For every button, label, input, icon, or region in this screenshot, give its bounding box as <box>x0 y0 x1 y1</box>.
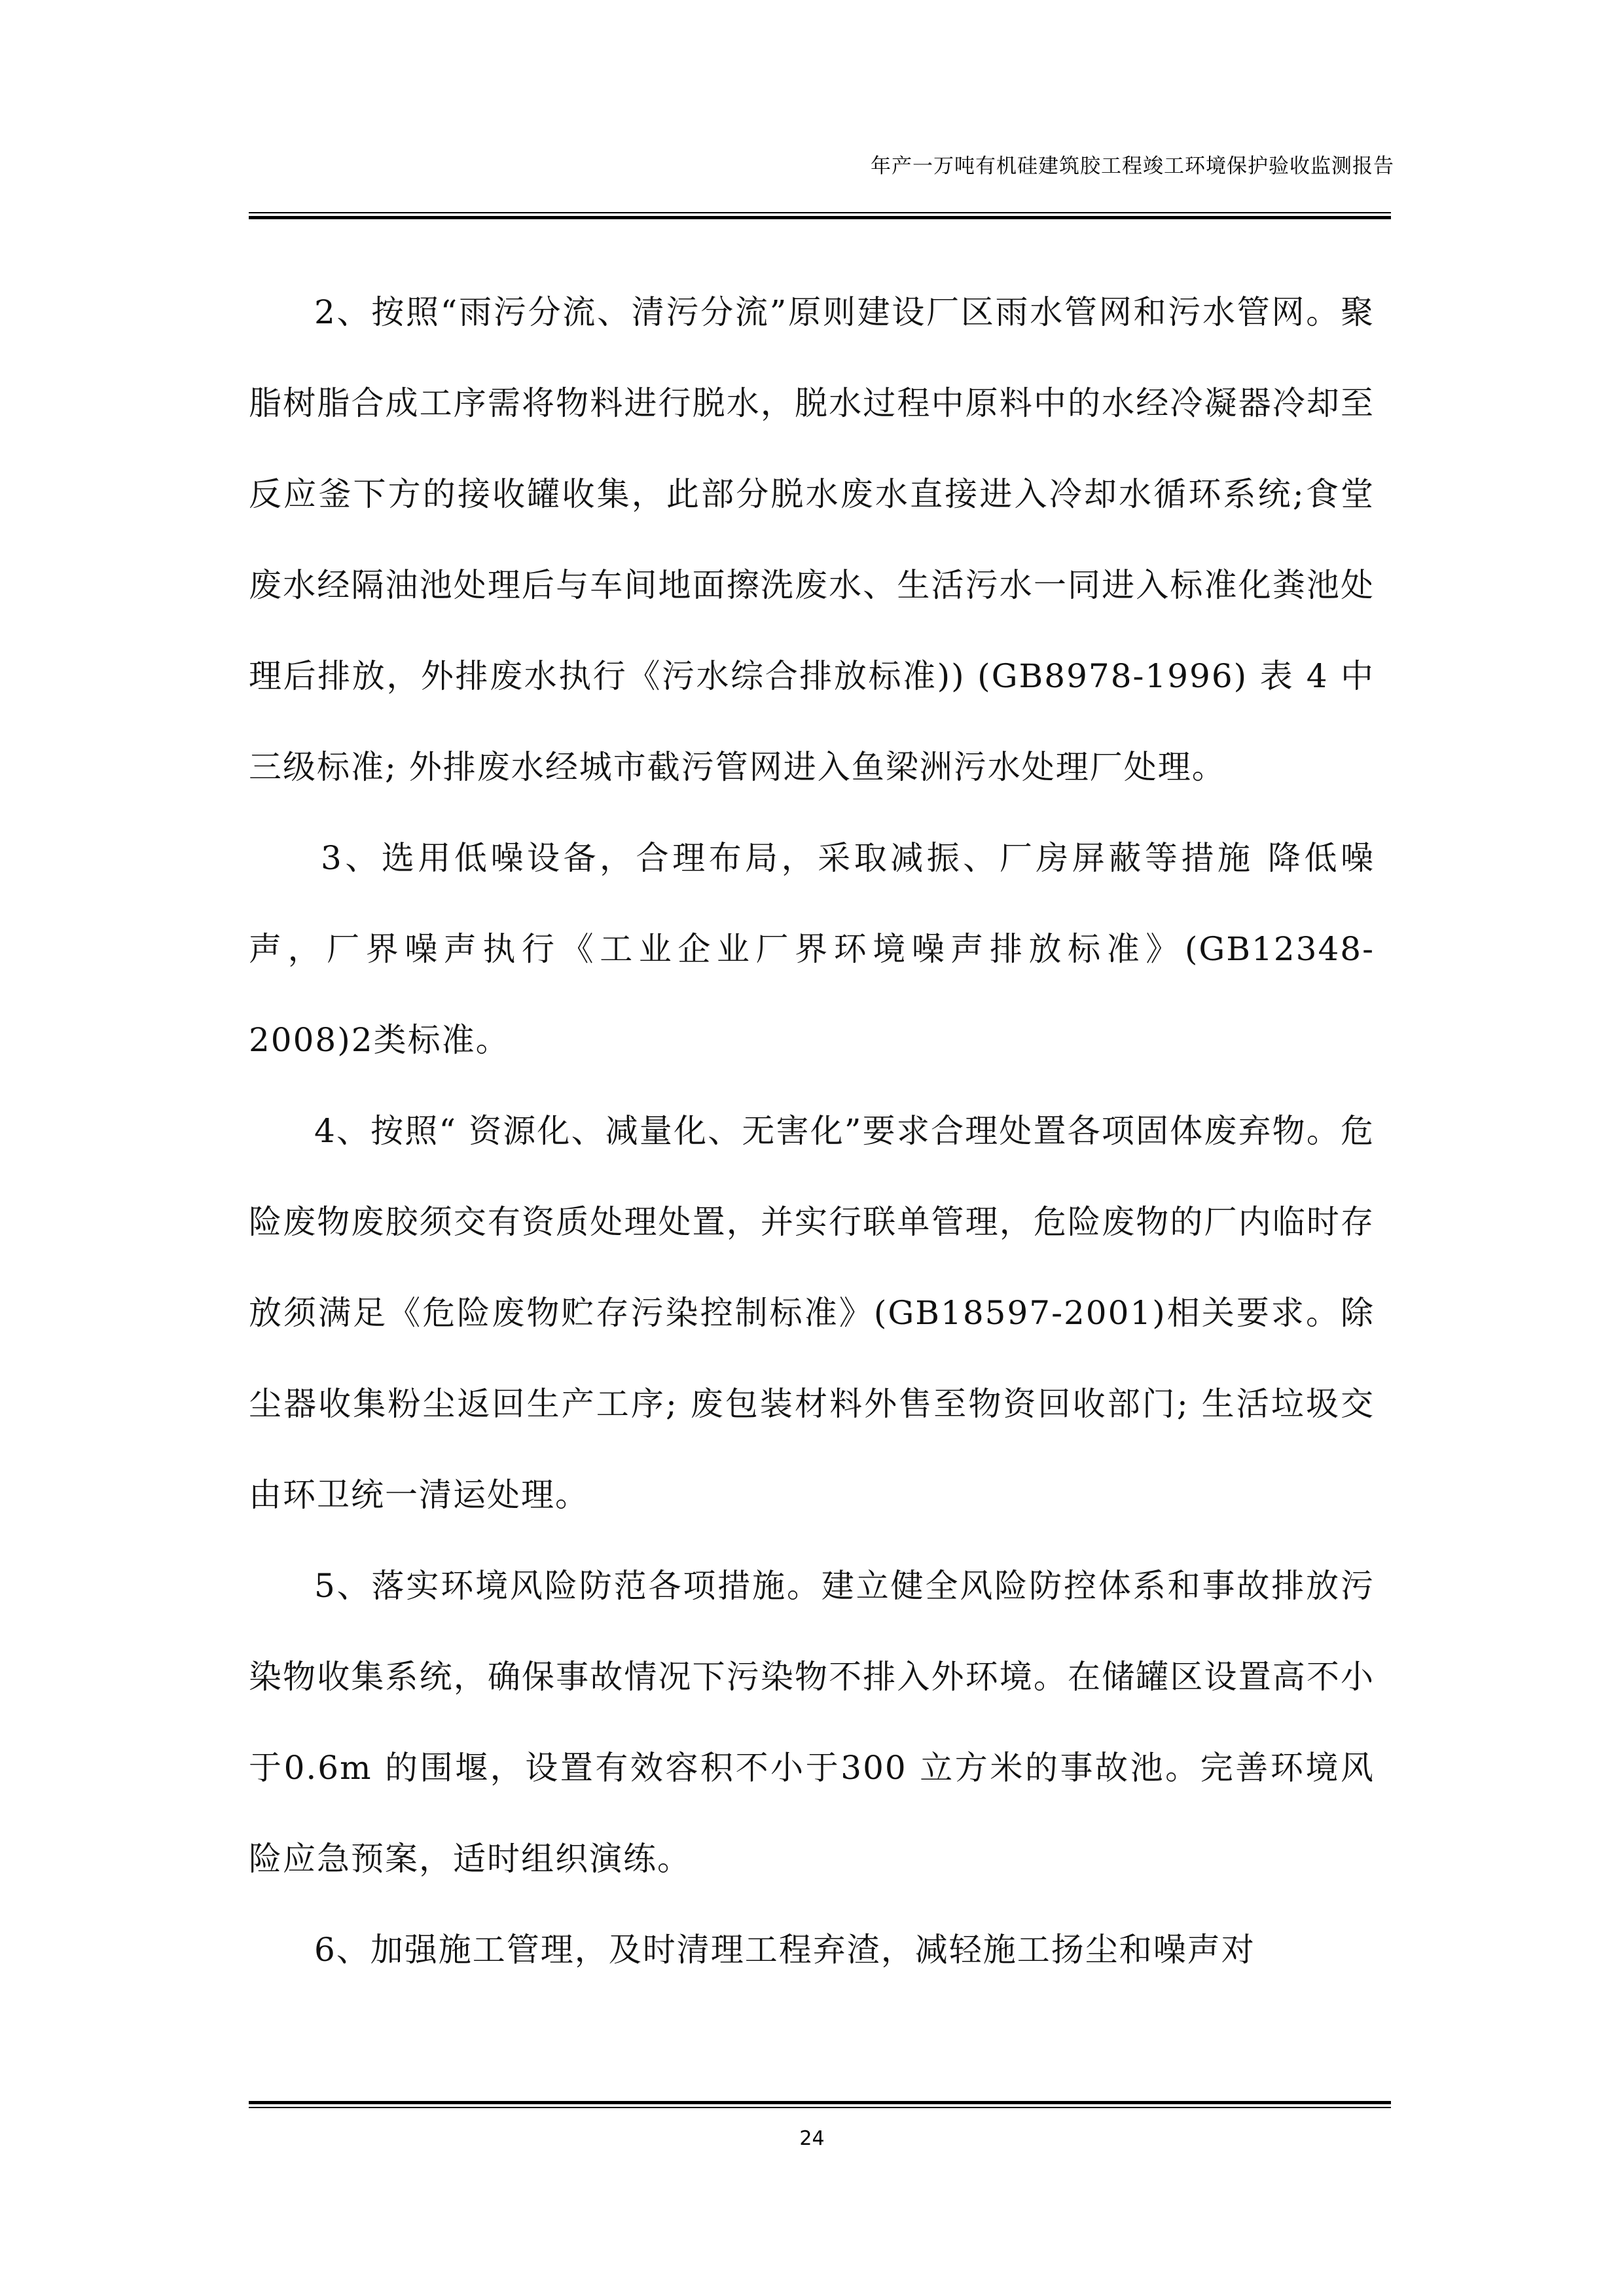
footer-double-rule <box>249 2101 1391 2108</box>
paragraph-item-2: 2、按照“雨污分流、清污分流”原则建设厂区雨水管网和污水管网。聚脂树脂合成工序需将物料进行脱水，脱水过程中原料中的水经冷凝器冷却至反应釜下方的接收罐收集，此部分脱水废水直接进入冷却水循环系统;食堂废水经隔油池处理后与车间地面擦洗废水、生活污水一同进入标准化粪池处理后排放，外排废水执行《污水综合排放标准)) (GB8978-1996) 表 4 中三级标准; 外排废水经城市截污管网进入鱼梁洲污水处理厂处理。 <box>249 293 1375 786</box>
paragraph-item-4: 4、按照“ 资源化、减量化、无害化”要求合理处置各项固体废弃物。危险废物废胶须交有资质处理处置，并实行联单管理，危险废物的厂内临时存放须满足《危险废物贮存污染控制标准》(GB18597-2001)相关要求。除尘器收集粉尘返回生产工序; 废包装材料外售至物资回收部门; 生活垃圾交由环卫统一清运处理。 <box>249 1112 1375 1514</box>
page-number: 24 <box>799 2127 825 2150</box>
running-header-title: 年产一万吨有机硅建筑胶工程竣工环境保护验收监测报告 <box>871 154 1394 178</box>
paragraph-item-3: 3、选用低噪设备，合理布局，采取减振、厂房屏蔽等措施 降低噪声，厂界噪声执行《工业企业厂界环境噪声排放标准》(GB12348-2008)2类标准。 <box>249 839 1375 1059</box>
header-double-rule <box>249 212 1391 219</box>
body-text <box>249 267 1375 1996</box>
paragraph-item-5: 5、落实环境风险防范各项措施。建立健全风险防控体系和事故排放污染物收集系统，确保事故情况下污染物不排入外环境。在储罐区设置高不小于0.6m 的围堰，设置有效容积不小于300 立方米的事故池。完善环境风险应急预案，适时组织演练。 <box>249 1567 1375 1878</box>
paragraph-item-6: 6、加强施工管理，及时清理工程弃渣，减轻施工扬尘和噪声对 <box>314 1931 1255 1969</box>
